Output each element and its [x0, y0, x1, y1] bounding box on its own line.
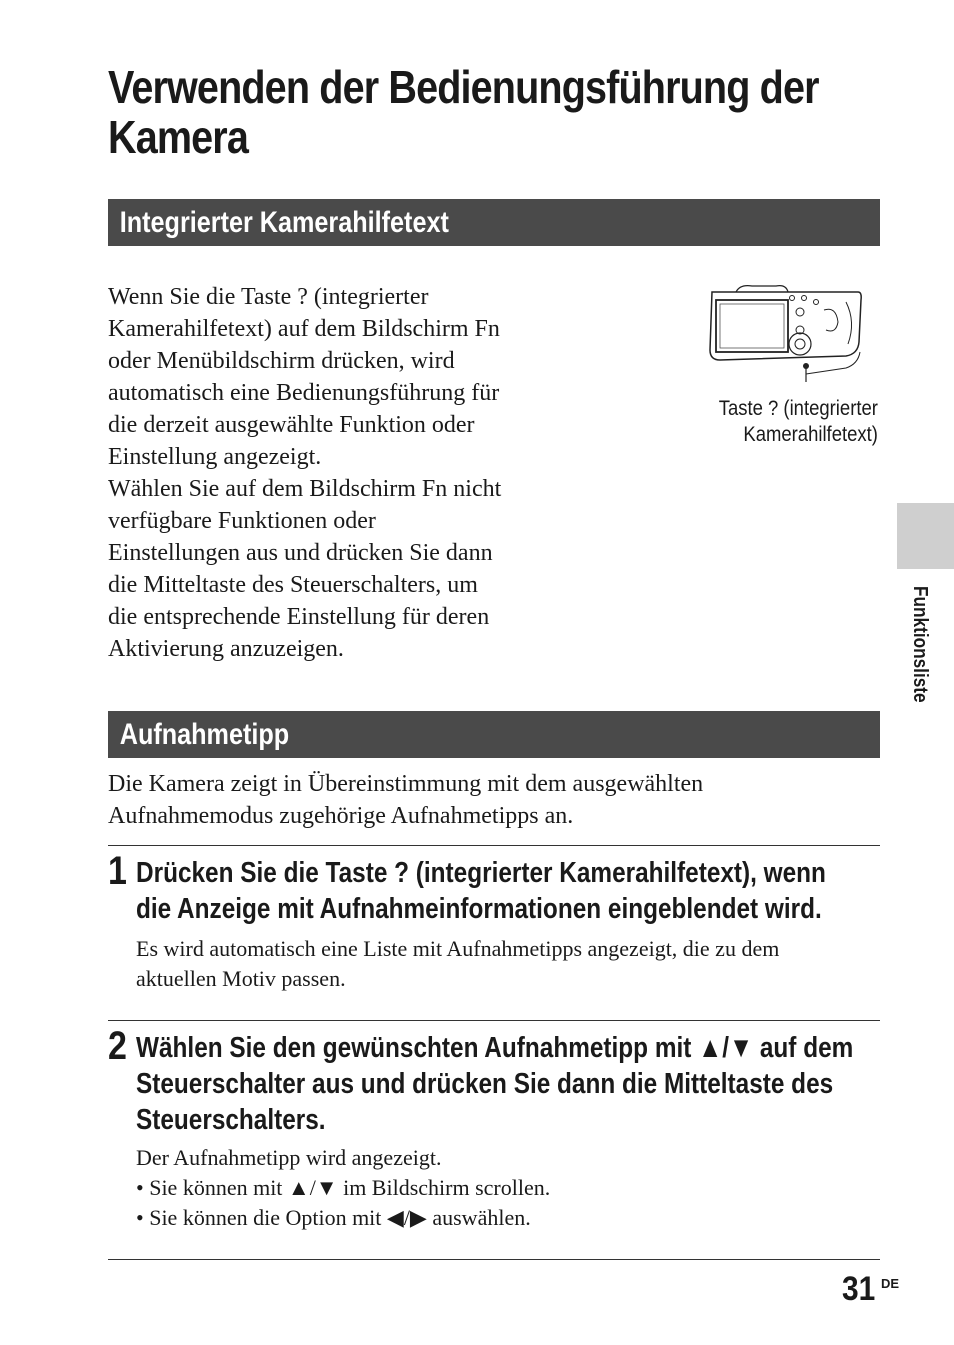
camera-back-illustration — [696, 282, 868, 382]
side-label: Funktionsliste — [909, 586, 931, 703]
step-body: Es wird automatisch eine Liste mit Aufnahmetipps angezeigt, die zu dem aktuellen Motiv passen. — [136, 936, 780, 991]
page-title-line: Verwenden der Bedienungsführung der — [108, 61, 819, 113]
step-divider — [108, 1020, 880, 1021]
section1-paragraph: Wenn Sie die Taste ? (integrierter Kamerahilfetext) auf dem Bildschirm Fn oder Menübildschirm drücken, wird automatisch eine Bedienungsführung für die derzeit ausgewählte Funktion oder Einstellung angezeigt. Wählen Sie auf dem Bildschirm Fn nicht verfügbare Funktionen oder Einstellungen aus und drücken Sie dann die Mitteltaste des Steuerschalters, um die entsprechende Einstellung für deren Aktivierung anzuzeigen. — [108, 284, 502, 662]
figure-caption: Taste ? (integrierter Kamerahilfetext) — [718, 397, 878, 446]
page-title-line: Kamera — [108, 111, 248, 163]
section-heading-integrierter-kamerahilfetext: Integrierter Kamerahilfetext — [108, 199, 880, 246]
page-title — [108, 61, 819, 163]
page-language: DE — [881, 1276, 900, 1291]
step-divider — [108, 845, 880, 846]
bullet-item: • Sie können die Option mit ◀/▶ auswählen. — [136, 1205, 531, 1230]
camera-icon — [696, 282, 868, 382]
step-number: 1 — [108, 849, 127, 893]
section2-intro: Die Kamera zeigt in Übereinstimmung mit dem ausgewählten Aufnahmemodus zugehörige Aufnahmetipps an. — [108, 771, 704, 829]
step-heading: Wählen Sie den gewünschten Aufnahmetipp mit ▲/▼ auf dem Steuerschalter aus und drücken Sie dann die Mitteltaste des Steuerschalters. — [136, 1032, 854, 1136]
step-body: Der Aufnahmetipp wird angezeigt. • Sie können mit ▲/▼ im Bildschirm scrollen. • Sie können die Option mit ◀/▶ auswählen. — [136, 1143, 550, 1233]
page-number: 31 — [842, 1270, 876, 1308]
section-heading-aufnahmetipp: Aufnahmetipp — [108, 711, 880, 758]
step-heading: Drücken Sie die Taste ? (integrierter Kamerahilfetext), wenn die Anzeige mit Aufnahmeinformationen eingeblendet wird. — [136, 857, 826, 925]
side-tab-marker — [897, 503, 954, 569]
bullet-item: • Sie können mit ▲/▼ im Bildschirm scrollen. — [136, 1175, 551, 1200]
footer-divider — [108, 1259, 880, 1260]
step-number: 2 — [108, 1024, 127, 1068]
